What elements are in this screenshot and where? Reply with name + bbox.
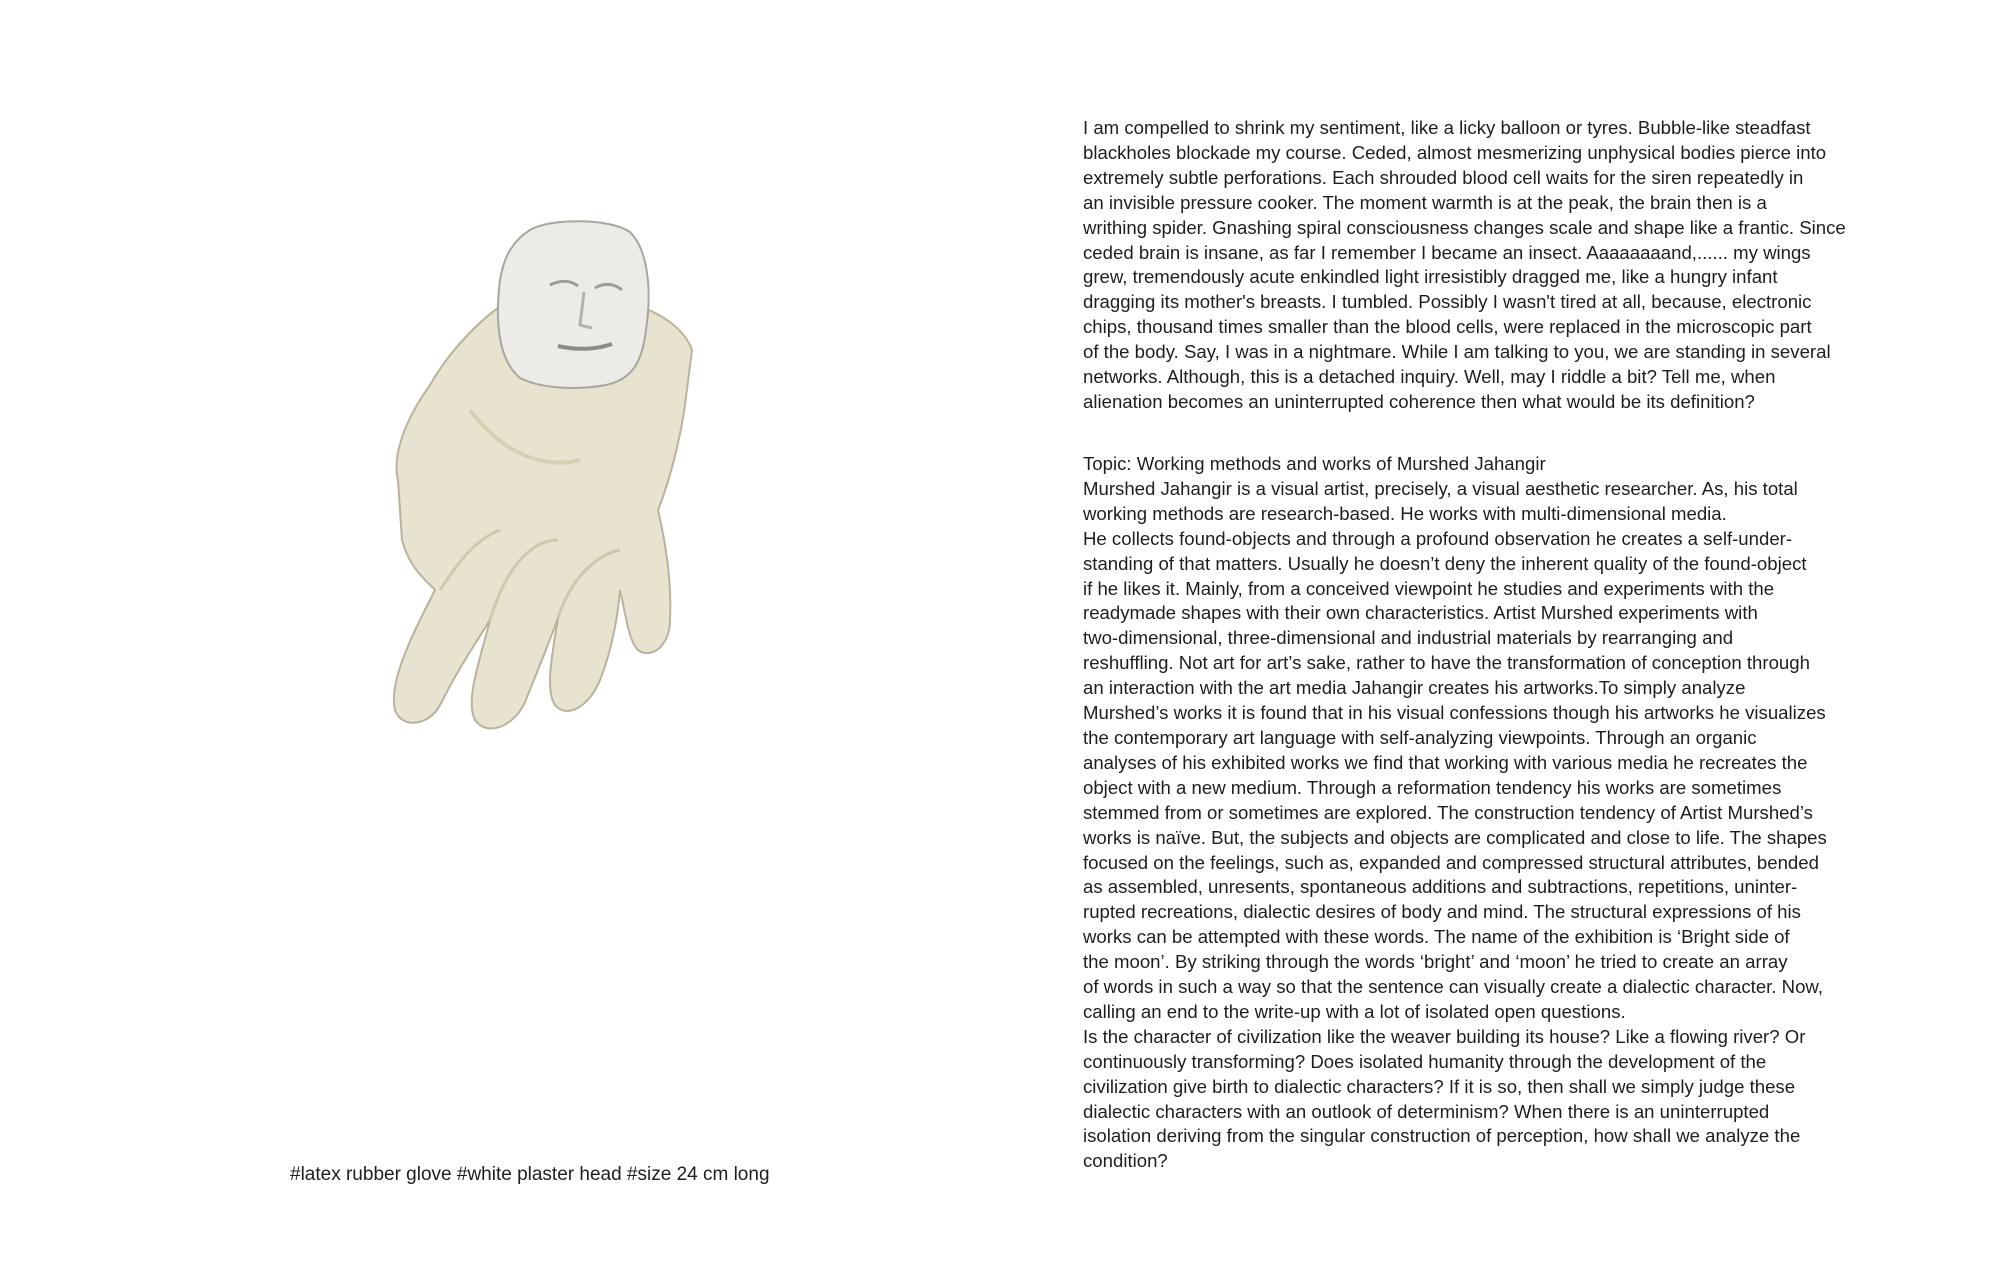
essay-line: reshuffling. Not art for art’s sake, rather to have the transformation of conception through (1083, 652, 1810, 674)
essay-line: dialectic characters with an outlook of determinism? When there is an uninterrupted (1083, 1100, 1770, 1122)
essay-line: continuously transforming? Does isolated humanity through the development of the (1083, 1050, 1767, 1072)
poem-line: extremely subtle perforations. Each shrouded blood cell waits for the siren repeatedly in (1083, 166, 1804, 188)
essay-line: works is naïve. But, the subjects and objects are complicated and close to life. The shapes (1083, 826, 1827, 848)
plaster-head (498, 221, 649, 388)
essay-line: the contemporary art language with self-analyzing viewpoints. Through an organic (1083, 726, 1757, 748)
poem-line: ceded brain is insane, as far I remember I became an insect. Aaaaaaaand,...... my wings (1083, 241, 1811, 263)
essay-line: condition? (1083, 1150, 1168, 1172)
essay-line: stemmed from or sometimes are explored. The construction tendency of Artist Murshed’s (1083, 801, 1813, 823)
poem-line: blackholes blockade my course. Ceded, almost mesmerizing unphysical bodies pierce into (1083, 141, 1827, 163)
essay-line: standing of that matters. Usually he doesn’t deny the inherent quality of the found-object (1083, 552, 1807, 574)
essay-line: rupted recreations, dialectic desires of body and mind. The structural expressions of his (1083, 901, 1801, 923)
poem-line: I am compelled to shrink my sentiment, like a licky balloon or tyres. Bubble-like steadfast (1083, 117, 1811, 138)
poem-line: alienation becomes an uninterrupted coherence then what would be its definition? (1083, 390, 1755, 412)
essay-line: an interaction with the art media Jahangir creates his artworks.To simply analyze (1083, 677, 1746, 699)
essay-line: isolation deriving from the singular construction of perception, how shall we analyze the (1083, 1125, 1801, 1147)
essay-line: of words in such a way so that the sentence can visually create a dialectic character. Now, (1083, 976, 1823, 998)
poem-line: of the body. Say, I was in a nightmare. While I am talking to you, we are standing in several (1083, 341, 1831, 363)
poem-line: an invisible pressure cooker. The moment warmth is at the peak, the brain then is a (1083, 191, 1767, 213)
essay-line: Murshed’s works it is found that in his visual confessions though his artworks he visualizes (1083, 702, 1826, 724)
essay-line: Murshed Jahangir is a visual artist, precisely, a visual aesthetic researcher. As, his total (1083, 477, 1798, 499)
essay-line: analyses of his exhibited works we find that working with various media he recreates the (1083, 751, 1808, 773)
essay-line: readymade shapes with their own characteristics. Artist Murshed experiments with (1083, 602, 1758, 624)
essay-text (1083, 452, 1851, 1174)
essay-line: focused on the feelings, such as, expanded and compressed structural attributes, bended (1083, 851, 1819, 873)
poem-line: writhing spider. Gnashing spiral consciousness changes scale and shape like a frantic. Since (1083, 216, 1846, 238)
poem-line: grew, tremendously acute enkindled light irresistibly dragged me, like a hungry infant (1083, 266, 1778, 288)
essay-line: object with a new medium. Through a reformation tendency his works are sometimes (1083, 776, 1782, 798)
essay-line: working methods are research-based. He works with multi-dimensional media. (1083, 502, 1727, 524)
essay-line: He collects found-objects and through a profound observation he creates a self-under- (1083, 527, 1793, 549)
essay-line: Topic: Working methods and works of Murshed Jahangir (1083, 453, 1546, 474)
essay-line: the moon’. By striking through the words ‘bright’ and ‘moon’ he tried to create an array (1083, 951, 1788, 973)
essay-line: two-dimensional, three-dimensional and industrial materials by rearranging and (1083, 627, 1734, 649)
essay-line: Is the character of civilization like the weaver building its house? Like a flowing river? Or (1083, 1025, 1806, 1047)
poem-line: networks. Although, this is a detached inquiry. Well, may I riddle a bit? Tell me, when (1083, 366, 1776, 388)
essay-line: as assembled, unresents, spontaneous additions and subtractions, repetitions, uninter- (1083, 876, 1798, 898)
essay-line: if he likes it. Mainly, from a conceived viewpoint he studies and experiments with the (1083, 577, 1775, 599)
essay-line: calling an end to the write-up with a lot of isolated open questions. (1083, 1000, 1626, 1022)
poem-line: chips, thousand times smaller than the blood cells, were replaced in the microscopic part (1083, 316, 1812, 338)
glove-with-plaster-head-icon (380, 210, 720, 730)
essay-line: works can be attempted with these words. The name of the exhibition is ‘Bright side of (1083, 926, 1790, 948)
essay-line: civilization give birth to dialectic characters? If it is so, then shall we simply judge these (1083, 1075, 1796, 1097)
poem-text (1083, 116, 1851, 415)
artwork-caption: #latex rubber glove #white plaster head #size 24 cm long (290, 1164, 770, 1185)
poem-line: dragging its mother's breasts. I tumbled. Possibly I wasn't tired at all, because, electronic (1083, 291, 1812, 313)
